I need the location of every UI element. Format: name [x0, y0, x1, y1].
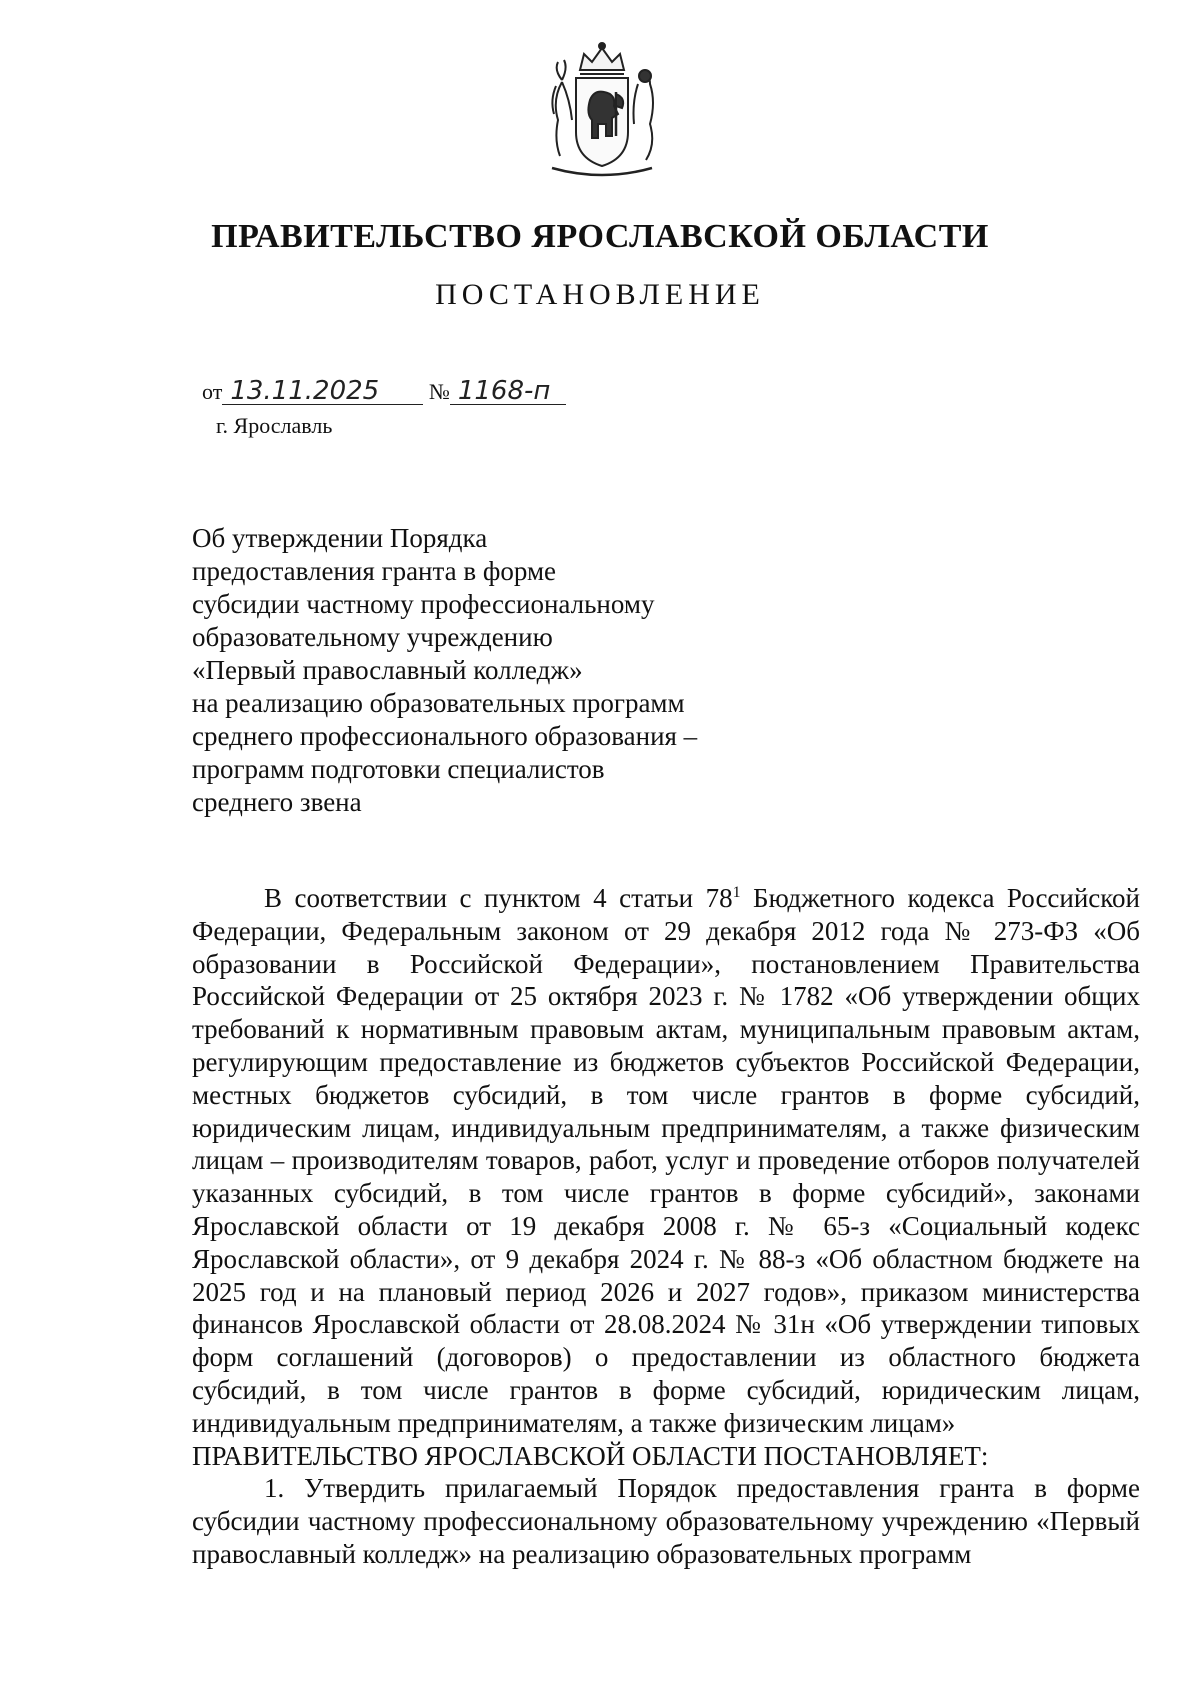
subject-line: образовательному учреждению: [192, 622, 553, 652]
subject-line: среднего звена: [192, 787, 362, 817]
item-1-paragraph: 1. Утвердить прилагаемый Порядок предоставления гранта в форме субсидии частному профессиональному образовательному учреждению «Первый православный колледж» на реализацию образовательных программ: [192, 1473, 1140, 1569]
subject-line: субсидии частному профессиональному: [192, 589, 655, 619]
subject-line: предоставления гранта в форме: [192, 556, 557, 586]
organization-title: ПРАВИТЕЛЬСТВО ЯРОСЛАВСКОЙ ОБЛАСТИ: [211, 218, 989, 255]
subject-line: среднего профессионального образования –: [192, 721, 698, 751]
subject-line: на реализацию образовательных программ: [192, 688, 685, 718]
city-label: г. Ярославль: [216, 413, 333, 438]
document-type-title: ПОСТАНОВЛЕНИЕ: [435, 278, 765, 311]
preamble-text-rest: Бюджетного кодекса Российской Федерации, Федеральным законом от 29 декабря 2012 года № 273-ФЗ «Об образовании в Российской Федерации», постановлением Правительства Российской Федерации от 25 октября 2023 г. № 1782 «Об утверждении общих требований к нормативным правовым актам, муниципальным правовым актам, регулирующим предоставление из бюджетов субъектов Российской Федерации, местных бюджетов субсидий, в том числе грантов в форме субсидий, юридическим лицам, индивидуальным предпринимателям, а также физическим лицам – производителям товаров, работ, услуг и проведение отборов получателей указанных субсидий, в том числе грантов в форме субсидий», законами Ярославской области от 19 декабря 2008 г. № 65-з «Социальный кодекс Ярославской области», от 9 декабря 2024 г. № 88-з «Об областном бюджете на 2025 год и на плановый период 2026 и 2027 годов», приказом министерства финансов Ярославской области от 28.08.2024 № 31н «Об утверждении типовых форм соглашений (договоров) о предоставлении из областного бюджета субсидий, в том числе грантов в форме субсидий, юридическим лицам, индивидуальным предпринимателям, а также физическим лицам»: [192, 883, 1140, 1438]
number-label: №: [428, 379, 450, 404]
preamble-paragraph: [192, 882, 1140, 1440]
article-superscript: 1: [732, 884, 741, 901]
handwritten-date: 13.11.2025: [222, 378, 423, 405]
handwritten-number: 1168-п: [450, 378, 566, 405]
document-body: [192, 882, 1140, 1571]
document-dateline: [202, 378, 566, 405]
date-from-label: от: [202, 379, 223, 404]
document-subject: [192, 522, 752, 819]
subject-line: программ подготовки специалистов: [192, 754, 605, 784]
subject-line: «Первый православный колледж»: [192, 655, 583, 685]
subject-line: Об утверждении Порядка: [192, 523, 488, 553]
preamble-text-start: В соответствии с пунктом 4 статьи 78: [264, 883, 733, 913]
decree-heading: ПРАВИТЕЛЬСТВО ЯРОСЛАВСКОЙ ОБЛАСТИ ПОСТАНОВЛЯЕТ:: [192, 1440, 989, 1471]
coat-of-arms-emblem: [532, 40, 672, 180]
